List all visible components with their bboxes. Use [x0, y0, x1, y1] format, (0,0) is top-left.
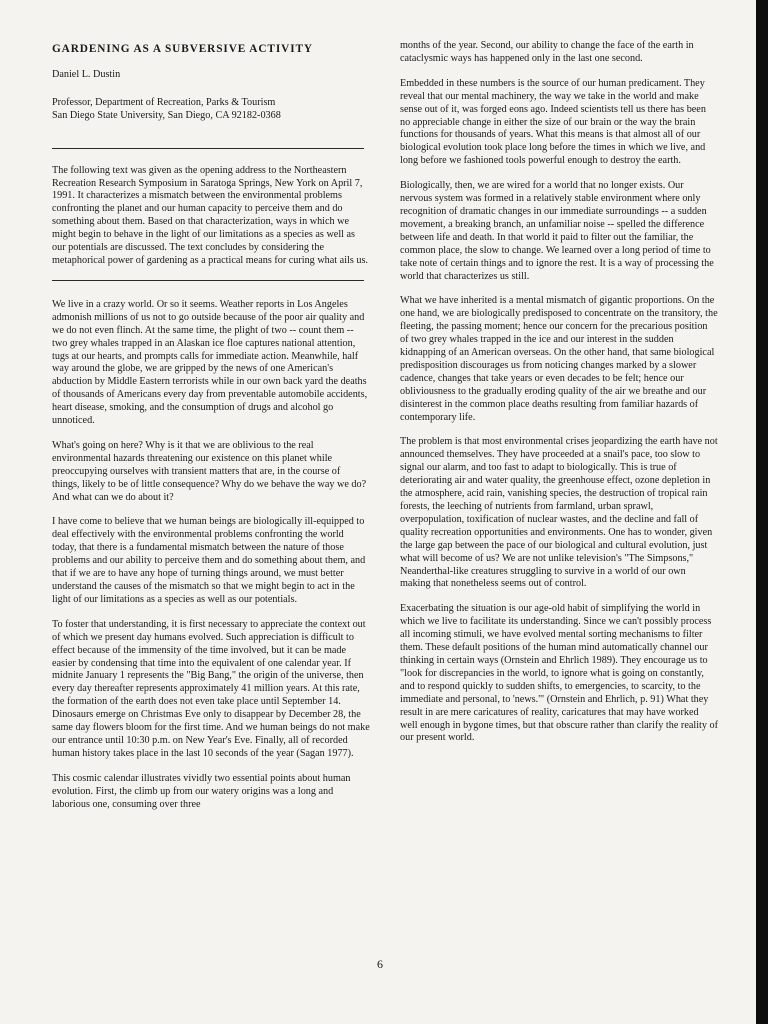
article-title: GARDENING AS A SUBVERSIVE ACTIVITY [52, 43, 313, 55]
affiliation-line: San Diego State University, San Diego, CA 92182-0368 [52, 109, 281, 121]
body-paragraph: months of the year. Second, our ability to change the face of the earth in cataclysmic ways has happened only in the last one second. [400, 40, 694, 64]
author-affiliation [52, 97, 370, 123]
body-paragraph: What's going on here? Why is it that we are oblivious to the real environmental hazards threatening our existence on this planet while preoccupying ourselves with transient matters that are, in the course of things, likely to be of little consequence? Why do we behave the way we do? And what can we do about it? [52, 439, 367, 503]
author-name: Daniel L. Dustin [52, 68, 121, 80]
body-paragraph: This cosmic calendar illustrates vividly two essential points about human evolution. First, the climb up from our watery origins was a long and laborious one, consuming over three [52, 772, 351, 810]
body-paragraph: Exacerbating the situation is our age-old habit of simplifying the world in which we live to facilitate its understanding. Since we can't possibly process all incoming stimuli, we have evolved mental sorting mechanisms to filter them. These default positions of the human mind automatically channel our thinking in certain ways (Ornstein and Ehrlich 1989). They encourage us to "look for discrepancies in the world, to ignore what is going on constantly, and to respond quickly to sudden shifts, to emergencies, to scarcity, to the immediate and personal, to 'news.'" (Ornstein and Ehrlich, p. 91) What they result in are mere caricatures of reality, caricatures that may have worked well enough in bygone times, but that obscure rather than clarify the reality of our present world. [400, 603, 718, 744]
body-paragraph: What we have inherited is a mental mismatch of gigantic proportions. On the one hand, we are biologically predisposed to concentrate on the transitory, the fleeting, the passing moment; hence our concern for the precarious position of two grey whales trapped in the ice and our interest in the sudden kidnapping of an American overseas. On the other hand, that same biological predisposition discourages us from noticing changes marked by a slower cadence, changes that take years or even decades to be felt; hence our obliviousness to the gradually eroding quality of the air we breathe and our disinterest in the common place deaths resulting from familiar hazards of contemporary life. [400, 295, 718, 423]
page-number: 6 [377, 957, 383, 971]
right-column [400, 40, 718, 757]
divider-rule [52, 148, 364, 149]
body-paragraph: We live in a crazy world. Or so it seems. Weather reports in Los Angeles admonish millions of us not to go outside because of the poor air quality and we do not even flinch. At the same time, the plight of two -- count them -- two grey whales trapped in an Alaskan ice floe captures national attention, tugs at our hearts, and prompts calls for immediate action. Meanwhile, half way around the globe, we are gripped by the news of one American's abduction by Middle Eastern terrorists while in our own back yard the deaths of thousands of Americans every day from preventable automobile accidents, heart disease, smoking, and the consumption of drugs and alcohol go unnoticed. [52, 298, 368, 427]
body-paragraph: The problem is that most environmental crises jeopardizing the earth have not announced themselves. They have proceeded at a snail's pace, too slow to signal our alarm, and too fast to adapt to biologically. This is true of deteriorating air and water quality, the greenhouse effect, ozone depletion in the atmosphere, acid rain, vanishing species, the destruction of tropical rain forests, the leeching of nutrients from farmland, urban sprawl, overpopulation, toxification of nuclear wastes, and the decline and fall of quality recreation opportunities and environments. One has to wonder, given the large gap between the pace of our biological and cultural evolution, just what will become of us? We are not unlike television's "The Simpsons," Neanderthal-like creatures struggling to survive in a world of our own making that nonetheless seems out of control. [400, 436, 718, 590]
body-paragraph: I have come to believe that we human beings are biologically ill-equipped to deal effectively with the environmental problems confronting the world today, that there is a fundamental mismatch between the nature of those problems and our ability to perceive them and do something about them, and that if we are to have any hope of turning things around, we must better understand the causes of the mismatch so that we might begin to act in the light of our limitations as a species as well as our potentials. [52, 516, 366, 605]
affiliation-line: Professor, Department of Recreation, Parks & Tourism [52, 96, 276, 108]
abstract-paragraph: The following text was given as the opening address to the Northeastern Recreation Research Symposium in Saratoga Springs, New York on April 7, 1991. It characterizes a mismatch between the environmental problems confronting the planet and our human capacity to perceive them and do something about them. Based on that characterization, ways in which we might begin to behave in the light of our limitations as a species as well as our potentials are discussed. The text concludes by considering the metaphorical power of gardening as a practical means for curing what ails us. [52, 164, 368, 266]
left-column [52, 40, 370, 824]
body-paragraph: Biologically, then, we are wired for a world that no longer exists. Our nervous system was formed in a relatively stable environment where only recognition of dramatic changes in our immediate surroundings -- a sudden movement, a breaking branch, an unfamiliar noise -- spelled the difference between life and death. In that world it paid to filter out the familiar, the common place, the slow to change. We learned over a long period of time to take note of certain things and to ignore the rest. It is a way of processing the world that characterizes us still. [400, 180, 714, 282]
divider-rule [52, 280, 364, 281]
body-paragraph: To foster that understanding, it is first necessary to appreciate the context out of which we present day humans evolved. Such appreciation is difficult to effect because of the immensity of the time involved, but it can be made easier by condensing that time into the equivalent of one calendar year. If midnite January 1 represents the "Big Bang," the origin of the universe, then every day thereafter represents approximately 41 million years. At this rate, the formation of the earth does not even take place until September 14. Dinosaurs emerge on Christmas Eve only to disappear by December 28, the same day flowers bloom for the first time. And we human beings do not make our entrance until 10:30 p.m. on New Year's Eve. Finally, all of recorded human history takes place in the last 10 seconds of the year (Sagan 1977). [52, 618, 370, 759]
body-paragraph: Embedded in these numbers is the source of our human predicament. They reveal that our mental machinery, the way we take in the world and make sense out of it, was forged eons ago. Indeed scientists tell us there has been no appreciable change in either the size of our brain or the way the brain functions for thousands of years. What this means is that almost all of our biological evolution took place long before the times in which we live, and long before we fashioned tools powerful enough to destroy the earth. [400, 77, 706, 167]
scan-edge-border [756, 0, 768, 1024]
